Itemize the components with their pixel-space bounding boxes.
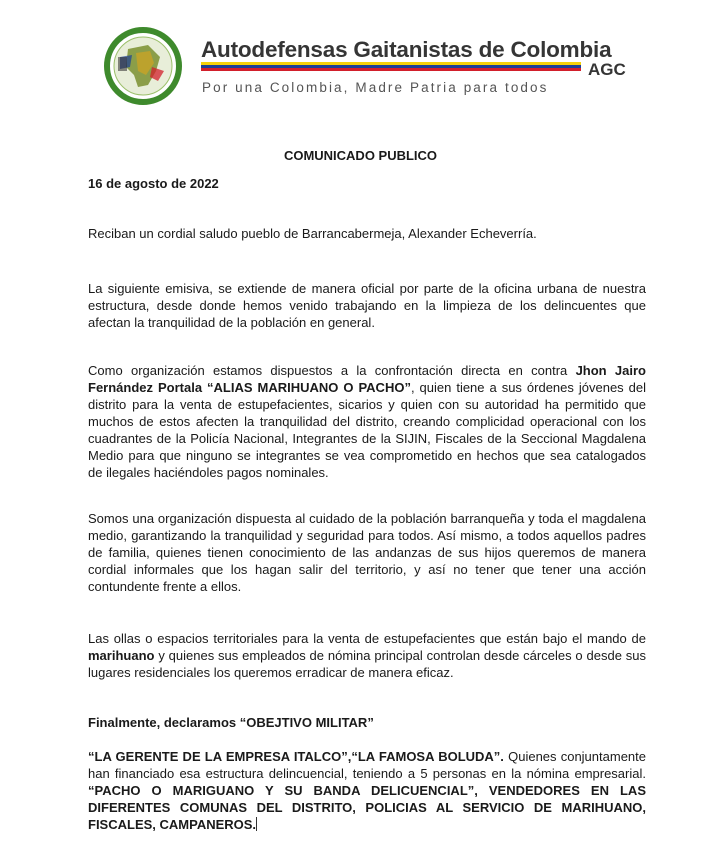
paragraph-5-text: Quienes conjuntamente han financiado esa estructura delincuencial, teniendo a 5 personas en la nómina empresarial. (88, 749, 646, 781)
paragraph-4 (88, 630, 646, 681)
paragraph-2-text-c: , quien tiene a sus órdenes jóvenes del distrito para la venta de estupefacientes, sicarios y quien con su autoridad ha permitido que muchos de estos afecten la tranquilidad del distrito, creando complicidad operacional con los cuadrantes de la Policía Nacional, Integrantes de la SIJIN, Fiscales de la Seccional Magdalena Medio para que ninguno se integrantes se vea comprometido en hechos que sea catalogados de ilegales haciéndoles pagos nominales. (88, 380, 646, 480)
paragraph-4-text-c: y quienes sus empleados de nómina principal controlan desde cárceles o desde sus lugares residenciales los queremos erradicar de manera eficaz. (88, 648, 646, 680)
paragraph-2 (88, 362, 646, 481)
agc-emblem-icon (98, 27, 188, 105)
paragraph-5 (88, 748, 646, 833)
text-cursor (256, 817, 257, 831)
paragraph-4-bold-name: marihuano (88, 648, 155, 663)
paragraph-5-list: “PACHO O MARIGUANO Y SU BANDA DELICUENCIAL”, VENDEDORES EN LAS DIFERENTES COMUNAS DEL DISTRITO, POLICIAS AL SERVICIO DE MARIHUANO, FISCALES, CAMPANEROS. (88, 783, 646, 832)
paragraph-4-text-a: Las ollas o espacios territoriales para la venta de estupefacientes que están bajo el mando de (88, 631, 646, 646)
organization-acronym: AGC (588, 60, 626, 79)
declaration-heading: Finalmente, declaramos “OBEJTIVO MILITAR” (88, 715, 374, 730)
document-title: COMUNICADO PUBLICO (283, 148, 438, 163)
paragraph-3: Somos una organización dispuesta al cuidado de la población barranqueña y toda el magdalena medio, garantizando la tranquilidad y seguridad para todos. Así mismo, a todos aquellos padres de familia, quienes tienen conocimiento de las andanzas de sus hijos queremos de manera cordial informales que los hagan salir del territorio, y así no tener que tener una acción contundente frente a ellos. (88, 511, 646, 594)
paragraph-2-target-name: Jhon Jairo Fernández Portala “ALIAS MARIHUANO O PACHO” (88, 363, 646, 395)
paragraph-2-text-a: Como organización estamos dispuestos a la confrontación directa en contra (88, 363, 576, 378)
organization-name: Autodefensas Gaitanistas de Colombia (201, 37, 612, 62)
greeting-paragraph: Reciban un cordial saludo pueblo de Barrancabermeja, Alexander Echeverría. (88, 226, 537, 241)
paragraph-5-targets: “LA GERENTE DE LA EMPRESA ITALCO”,“LA FAMOSA BOLUDA”. (88, 749, 504, 764)
document-date: 16 de agosto de 2022 (88, 176, 219, 191)
flag-stripes (201, 62, 581, 71)
paragraph-1: La siguiente emisiva, se extiende de manera oficial por parte de la oficina urbana de nuestra estructura, desde donde hemos venido trabajando en la limpieza de los delincuentes que afectan la tranquilidad de la población en general. (88, 281, 646, 330)
organization-tagline: Por una Colombia, Madre Patria para todos (202, 80, 549, 95)
